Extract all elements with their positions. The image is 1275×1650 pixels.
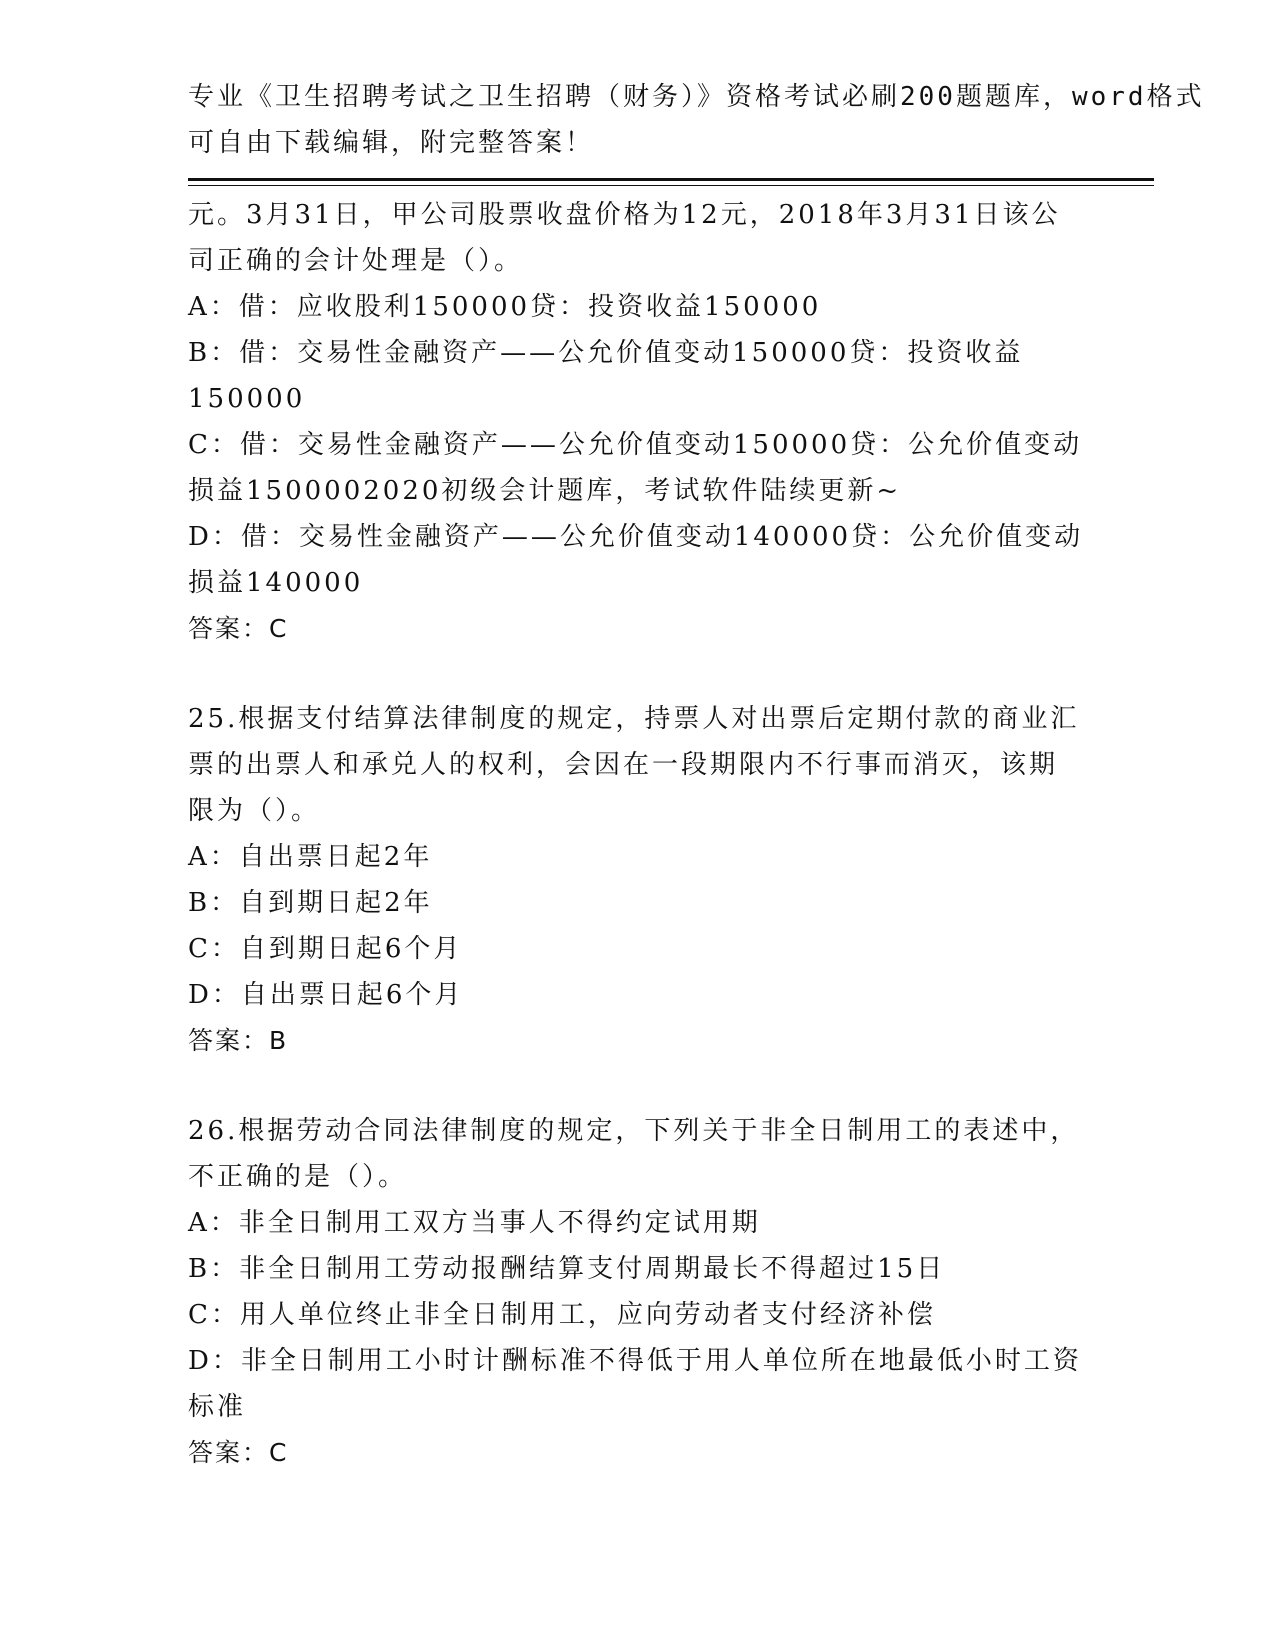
option-b: B：借：交易性金融资产——公允价值变动150000贷：投资收益 xyxy=(188,338,1024,368)
option-a: A：非全日制用工双方当事人不得约定试用期 xyxy=(188,1208,761,1238)
answer-label: 答案：C xyxy=(188,614,289,643)
spacer xyxy=(188,1064,1088,1108)
option-d: D：非全日制用工小时计酬标准不得低于用人单位所在地最低小时工资 xyxy=(188,1346,1082,1376)
spacer xyxy=(188,652,1088,696)
option-c: C：借：交易性金融资产——公允价值变动150000贷：公允价值变动 xyxy=(188,430,1083,460)
option-d: D：借：交易性金融资产——公允价值变动140000贷：公允价值变动 xyxy=(188,522,1084,552)
question-stem-line: 不正确的是（）。 xyxy=(188,1162,408,1192)
question-stem-line: 25.根据支付结算法律制度的规定，持票人对出票后定期付款的商业汇 xyxy=(188,704,1080,734)
question-stem-line: 司正确的会计处理是（）。 xyxy=(188,246,524,276)
question-stem-line: 26.根据劳动合同法律制度的规定，下列关于非全日制用工的表述中， xyxy=(188,1116,1080,1146)
option-b: B：非全日制用工劳动报酬结算支付周期最长不得超过15日 xyxy=(188,1254,946,1284)
question-stem-line: 元。3月31日，甲公司股票收盘价格为12元，2018年3月31日该公 xyxy=(188,200,1061,230)
question-24 xyxy=(188,192,1088,652)
option-c-continued: 损益1500002020初级会计题库，考试软件陆续更新~ xyxy=(188,476,902,506)
question-26 xyxy=(188,1108,1088,1476)
option-d-continued: 损益140000 xyxy=(188,568,364,598)
option-b: B：自到期日起2年 xyxy=(188,888,433,918)
option-b-continued: 150000 xyxy=(188,384,306,414)
header-rule-thin xyxy=(188,185,1154,186)
document-body xyxy=(188,192,1088,1476)
option-a: A：自出票日起2年 xyxy=(188,842,433,872)
option-c: C：用人单位终止非全日制用工，应向劳动者支付经济补偿 xyxy=(188,1300,936,1330)
header-line: 可自由下载编辑，附完整答案！ xyxy=(188,128,595,158)
question-stem-line: 限为（）。 xyxy=(188,796,321,826)
question-stem-line: 票的出票人和承兑人的权利，会因在一段期限内不行事而消灭，该期 xyxy=(188,750,1059,780)
answer-label: 答案：C xyxy=(188,1438,289,1467)
header-rule-thick xyxy=(188,178,1154,181)
option-c: C：自到期日起6个月 xyxy=(188,934,463,964)
option-a: A：借：应收股利150000贷：投资收益150000 xyxy=(188,292,822,322)
answer-label: 答案：B xyxy=(188,1026,289,1055)
option-d-continued: 标准 xyxy=(188,1392,247,1422)
option-d: D：自出票日起6个月 xyxy=(188,980,464,1010)
document-header xyxy=(188,74,1205,166)
header-line: 专业《卫生招聘考试之卫生招聘（财务）》资格考试必刷200题题库，word格式 xyxy=(188,82,1205,112)
question-25 xyxy=(188,696,1088,1064)
